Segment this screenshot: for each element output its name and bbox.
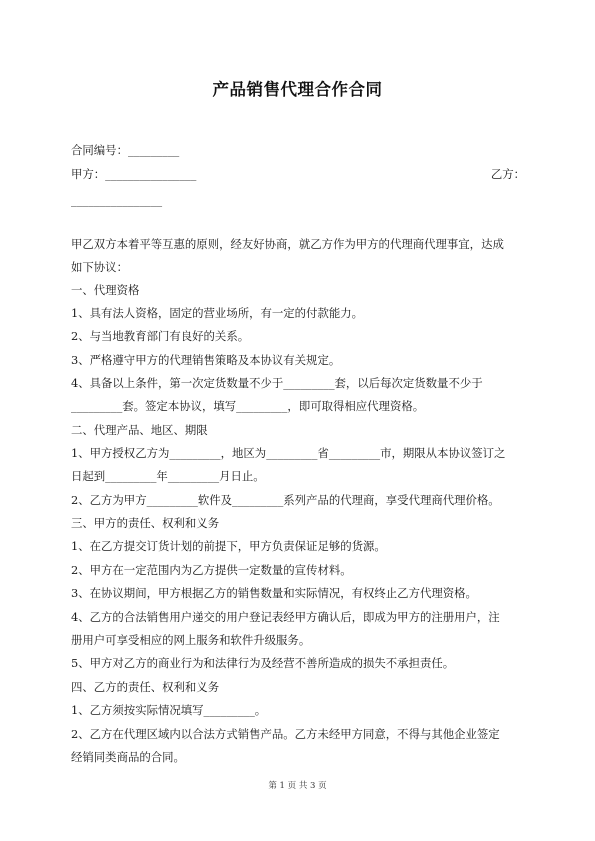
party-b-label: 乙方： [490,167,525,181]
body-line: 4、具备以上条件，第一次定货数量不少于_________套，以后每次定货数量不少于 [71,376,483,390]
body-line: 2、乙方为甲方_________软件及_________系列产品的代理商，享受代理商代理价格。 [71,493,500,507]
body-line: 如下协议： [71,260,128,274]
body-line: 1、具有法人资格，固定的营业场所，有一定的付款能力。 [71,306,364,320]
body-line: 2、乙方在代理区域内以合法方式销售产品。乙方未经甲方同意，不得与其他企业签定 [71,727,500,741]
page-number: 第 1 页 共 3 页 [268,781,327,791]
body-line: 1、在乙方提交订货计划的前提下，甲方负责保证足够的货源。 [71,539,386,553]
party-a-line: 甲方：________________ [71,167,197,181]
body-line: 日起到_________年_________月日止。 [71,469,265,483]
body-line: 2、与当地教育部门有良好的关系。 [71,329,250,343]
body-line: 3、严格遵守甲方的代理销售策略及本协议有关规定。 [71,353,341,367]
body-line: _________套。签定本协议，填写_________，即可取得相应代理资格。 [71,399,425,413]
document-title: 产品销售代理合作合同 [212,80,383,99]
body-line: 经销同类商品的合同。 [71,750,185,764]
body-line: 1、甲方授权乙方为_________，地区为_________省_________市，期限从本协议签订之 [71,446,506,460]
section-heading: 一、代理资格 [71,283,140,297]
body-line: 3、在协议期间，甲方根据乙方的销售数量和实际情况，有权终止乙方代理资格。 [71,586,477,600]
body-line: 5、甲方对乙方的商业行为和法律行为及经营不善所造成的损失不承担责任。 [71,656,455,670]
body-line: 甲乙双方本着平等互惠的原则，经友好协商，就乙方作为甲方的代理商代理事宜，达成 [71,237,504,251]
party-b-blank: ________________ [71,193,163,207]
contract-number-line: 合同编号：_________ [71,143,180,157]
body-line: 册用户可享受相应的网上服务和软件升级服务。 [71,633,311,647]
body-line: 4、乙方的合法销售用户递交的用户登记表经甲方确认后，即成为甲方的注册用户，注 [71,610,500,624]
section-heading: 三、甲方的责任、权利和义务 [71,516,220,530]
section-heading: 二、代理产品、地区、期限 [71,423,208,437]
body-line: 2、甲方在一定范围内为乙方提供一定数量的宣传材料。 [71,563,352,577]
body-line: 1、乙方须按实际情况填写_________。 [71,703,267,717]
section-heading: 四、乙方的责任、权利和义务 [71,680,220,694]
